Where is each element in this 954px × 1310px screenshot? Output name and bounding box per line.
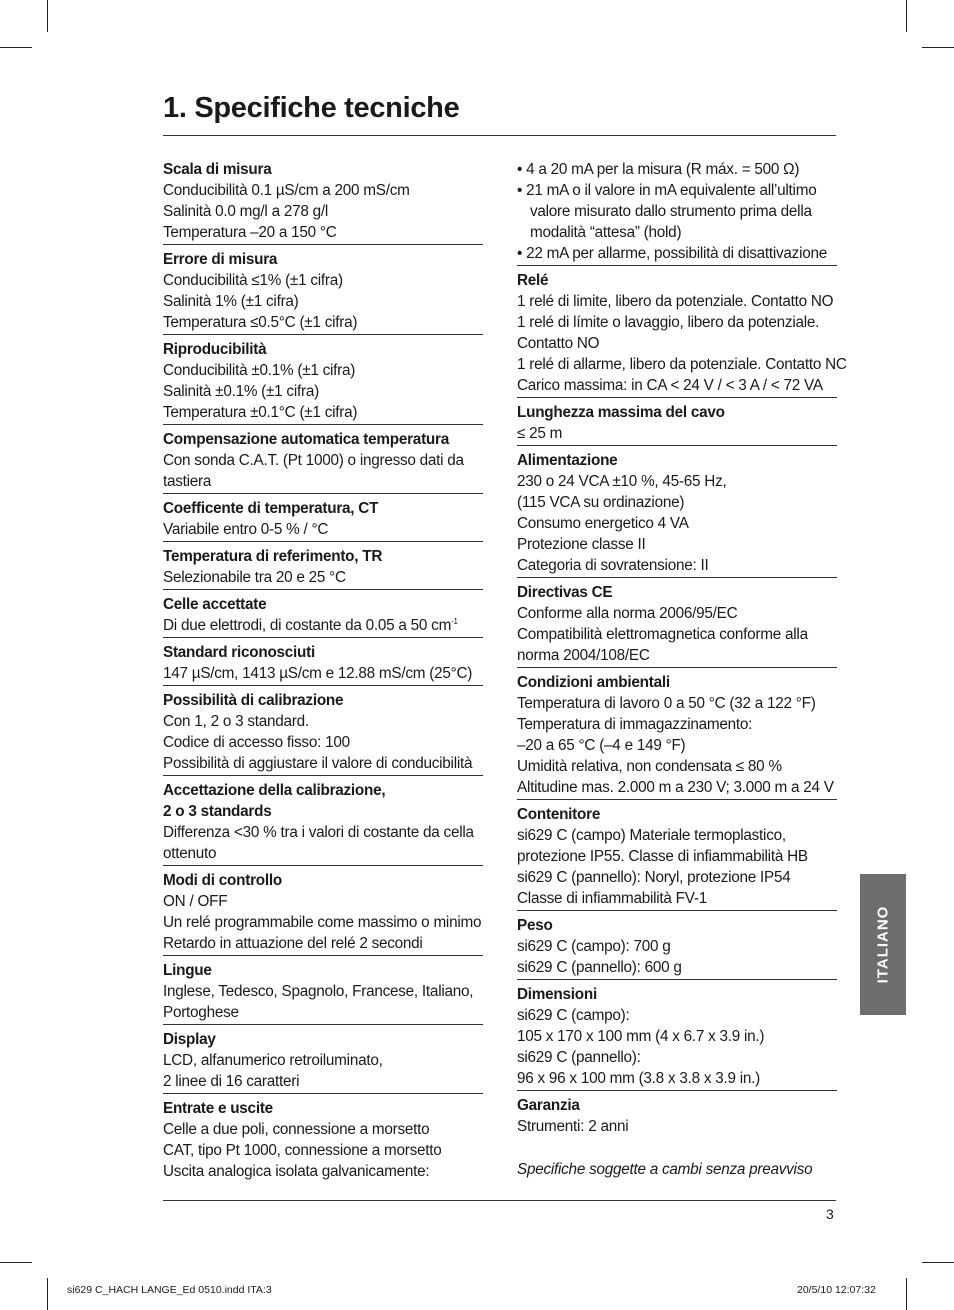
spec-section bbox=[163, 1029, 483, 1094]
section-line-text: Di due elettrodi, di costante da 0.05 a 50 cm bbox=[163, 617, 452, 634]
section-title: Compensazione automatica temperatura bbox=[163, 431, 449, 448]
section-title: Relé bbox=[517, 272, 549, 289]
spec-section bbox=[163, 1098, 483, 1183]
section-line: Consumo energetico 4 VA bbox=[517, 515, 689, 532]
section-line: –20 a 65 °C (–4 e 149 °F) bbox=[517, 737, 686, 754]
section-title: Accettazione della calibrazione, bbox=[163, 782, 386, 799]
spec-section bbox=[163, 249, 483, 335]
spec-section bbox=[517, 915, 837, 980]
spec-section bbox=[517, 804, 837, 911]
section-line: Classe di infiammabilità FV-1 bbox=[517, 890, 707, 907]
section-title: Display bbox=[163, 1031, 216, 1048]
section-line: CAT, tipo Pt 1000, connessione a morsetto bbox=[163, 1142, 442, 1159]
spec-section bbox=[163, 642, 483, 686]
section-line: ottenuto bbox=[163, 845, 217, 862]
spec-section bbox=[517, 450, 837, 578]
section-line: Codice di accesso fisso: 100 bbox=[163, 734, 350, 751]
disclaimer-note: Specifiche soggette a cambi senza preavviso bbox=[517, 1161, 813, 1178]
spec-section bbox=[163, 339, 483, 425]
section-line: Temperatura ≤0.5°C (±1 cifra) bbox=[163, 314, 358, 331]
section-line: Conducibilità ±0.1% (±1 cifra) bbox=[163, 362, 356, 379]
section-line: norma 2004/108/EC bbox=[517, 647, 650, 664]
spec-section bbox=[517, 582, 837, 668]
section-line: Contatto NO bbox=[517, 335, 600, 352]
section-title: Temperatura di referimento, TR bbox=[163, 548, 383, 565]
section-line: 1 relé di limite, libero da potenziale. Contatto NO bbox=[517, 293, 834, 310]
left-column bbox=[163, 159, 483, 1187]
section-title: Alimentazione bbox=[517, 452, 618, 469]
section-line: Salinità 0.0 mg/l a 278 g/l bbox=[163, 203, 329, 220]
section-line: Inglese, Tedesco, Spagnolo, Francese, Italiano, bbox=[163, 983, 474, 1000]
print-footer-date: 20/5/10 12:07:32 bbox=[797, 1284, 876, 1296]
bottom-divider bbox=[163, 1200, 836, 1201]
section-line: Temperatura di immagazzinamento: bbox=[517, 716, 753, 733]
spec-section bbox=[163, 594, 483, 638]
section-line: si629 C (pannello): bbox=[517, 1049, 641, 1066]
section-line: Compatibilità elettromagnetica conforme alla bbox=[517, 626, 808, 643]
bullet-line: • 22 mA per allarme, possibilità di disattivazione bbox=[517, 245, 827, 262]
section-line: 1 relé di allarme, libero da potenziale. Contatto NC bbox=[517, 356, 847, 373]
section-line: Protezione classe II bbox=[517, 536, 646, 553]
section-line: Possibilità di aggiustare il valore di conducibilità bbox=[163, 755, 473, 772]
title-divider bbox=[163, 135, 836, 136]
section-line: Variabile entro 0-5 % / °C bbox=[163, 521, 329, 538]
print-footer-file: si629 C_HACH LANGE_Ed 0510.indd ITA:3 bbox=[67, 1284, 272, 1296]
language-side-tab bbox=[860, 874, 906, 1015]
section-line: Retardo in attuazione del relé 2 secondi bbox=[163, 935, 423, 952]
crop-mark bbox=[922, 1262, 954, 1263]
right-sections bbox=[517, 270, 847, 1138]
spec-section bbox=[517, 672, 837, 800]
section-line: Salinità ±0.1% (±1 cifra) bbox=[163, 383, 319, 400]
crop-mark bbox=[906, 1278, 907, 1310]
section-line: si629 C (campo) Materiale termoplastico, bbox=[517, 827, 786, 844]
section-line: 105 x 170 x 100 mm (4 x 6.7 x 3.9 in.) bbox=[517, 1028, 765, 1045]
crop-mark bbox=[47, 0, 48, 32]
section-line: Altitudine mas. 2.000 m a 230 V; 3.000 m a 24 V bbox=[517, 779, 834, 796]
spec-section bbox=[163, 546, 483, 590]
section-title: Coefficente di temperatura, CT bbox=[163, 500, 379, 517]
section-title: Celle accettate bbox=[163, 596, 267, 613]
section-title: Contenitore bbox=[517, 806, 601, 823]
section-line: Conducibilità 0.1 µS/cm a 200 mS/cm bbox=[163, 182, 410, 199]
section-line: Conducibilità ≤1% (±1 cifra) bbox=[163, 272, 343, 289]
crop-mark bbox=[0, 47, 32, 48]
crop-mark bbox=[0, 1262, 32, 1263]
spec-section bbox=[163, 870, 483, 956]
section-line: 230 o 24 VCA ±10 %, 45-65 Hz, bbox=[517, 473, 727, 490]
section-line: Portoghese bbox=[163, 1004, 239, 1021]
section-line: Celle a due poli, connessione a morsetto bbox=[163, 1121, 430, 1138]
section-line: Carico massima: in CA < 24 V / < 3 A / < 72 VA bbox=[517, 377, 823, 394]
section-line: 96 x 96 x 100 mm (3.8 x 3.8 x 3.9 in.) bbox=[517, 1070, 761, 1087]
section-line: 1 relé di límite o lavaggio, libero da potenziale. bbox=[517, 314, 820, 331]
section-line: 2 linee di 16 caratteri bbox=[163, 1073, 300, 1090]
spec-section bbox=[517, 270, 847, 398]
section-line: Un relé programmabile come massimo o minimo bbox=[163, 914, 482, 931]
spec-section bbox=[163, 159, 483, 245]
section-line: (115 VCA su ordinazione) bbox=[517, 494, 685, 511]
section-title: Entrate e uscite bbox=[163, 1100, 273, 1117]
section-line: ON / OFF bbox=[163, 893, 228, 910]
section-title: Riproducibilità bbox=[163, 341, 267, 358]
section-line: si629 C (pannello): 600 g bbox=[517, 959, 682, 976]
crop-mark bbox=[906, 0, 907, 32]
section-title: Lingue bbox=[163, 962, 212, 979]
crop-mark bbox=[47, 1278, 48, 1310]
superscript: -1 bbox=[451, 616, 458, 626]
section-title: Dimensioni bbox=[517, 986, 597, 1003]
section-line: Selezionabile tra 20 e 25 °C bbox=[163, 569, 346, 586]
section-line: ≤ 25 m bbox=[517, 425, 563, 442]
section-line: Con 1, 2 o 3 standard. bbox=[163, 713, 309, 730]
section-line: Conforme alla norma 2006/95/EC bbox=[517, 605, 738, 622]
bullet-line: modalità “attesa” (hold) bbox=[530, 224, 682, 241]
section-line: si629 C (campo): bbox=[517, 1007, 630, 1024]
section-title: Errore di misura bbox=[163, 251, 278, 268]
section-line: Differenza <30 % tra i valori di costante da cella bbox=[163, 824, 474, 841]
bullet-line: valore misurato dallo strumento prima della bbox=[530, 203, 812, 220]
spec-section bbox=[517, 402, 837, 446]
section-line: Categoria di sovratensione: II bbox=[517, 557, 709, 574]
section-line: LCD, alfanumerico retroiluminato, bbox=[163, 1052, 383, 1069]
section-title: Directivas CE bbox=[517, 584, 613, 601]
side-tab-label: ITALIANO bbox=[874, 905, 892, 984]
section-line: Salinità 1% (±1 cifra) bbox=[163, 293, 299, 310]
section-title: Garanzia bbox=[517, 1097, 580, 1114]
section-line: protezione IP55. Classe di infiammabilità HB bbox=[517, 848, 808, 865]
output-bullet-list bbox=[517, 159, 837, 266]
spec-section bbox=[163, 429, 483, 494]
section-title: Standard riconosciuti bbox=[163, 644, 315, 661]
spec-section bbox=[517, 984, 837, 1091]
section-line: Uscita analogica isolata galvanicamente: bbox=[163, 1163, 430, 1180]
section-line: Temperatura –20 a 150 °C bbox=[163, 224, 337, 241]
section-title: Modi di controllo bbox=[163, 872, 282, 889]
spec-section bbox=[163, 780, 483, 866]
section-title: Peso bbox=[517, 917, 553, 934]
section-line: si629 C (campo): 700 g bbox=[517, 938, 671, 955]
section-line: si629 C (pannello): Noryl, protezione IP54 bbox=[517, 869, 791, 886]
spec-section bbox=[517, 1095, 837, 1138]
bullet-line: • 4 a 20 mA per la misura (R máx. = 500 Ω) bbox=[517, 161, 800, 178]
section-line: Temperatura di lavoro 0 a 50 °C (32 a 122 °F) bbox=[517, 695, 816, 712]
section-line: Temperatura ±0.1°C (±1 cifra) bbox=[163, 404, 358, 421]
section-title: Condizioni ambientali bbox=[517, 674, 670, 691]
section-line: 147 µS/cm, 1413 µS/cm e 12.88 mS/cm (25°C) bbox=[163, 665, 473, 682]
section-title: 2 o 3 standards bbox=[163, 803, 272, 820]
section-line: Con sonda C.A.T. (Pt 1000) o ingresso dati da bbox=[163, 452, 464, 469]
section-title: Scala di misura bbox=[163, 161, 272, 178]
spec-section bbox=[163, 498, 483, 542]
section-title: Possibilità di calibrazione bbox=[163, 692, 344, 709]
page-number: 3 bbox=[826, 1206, 834, 1222]
section-line: Umidità relativa, non condensata ≤ 80 % bbox=[517, 758, 782, 775]
section-line: tastiera bbox=[163, 473, 212, 490]
spec-section bbox=[163, 960, 483, 1025]
crop-mark bbox=[922, 47, 954, 48]
section-title: Lunghezza massima del cavo bbox=[517, 404, 725, 421]
section-line bbox=[163, 615, 483, 636]
bullet-line: • 21 mA o il valore in mA equivalente all’ultimo bbox=[517, 182, 817, 199]
page-title: 1. Specifiche tecniche bbox=[163, 92, 460, 124]
right-column bbox=[517, 159, 847, 1180]
section-line: Strumenti: 2 anni bbox=[517, 1118, 629, 1135]
spec-section bbox=[163, 690, 483, 776]
